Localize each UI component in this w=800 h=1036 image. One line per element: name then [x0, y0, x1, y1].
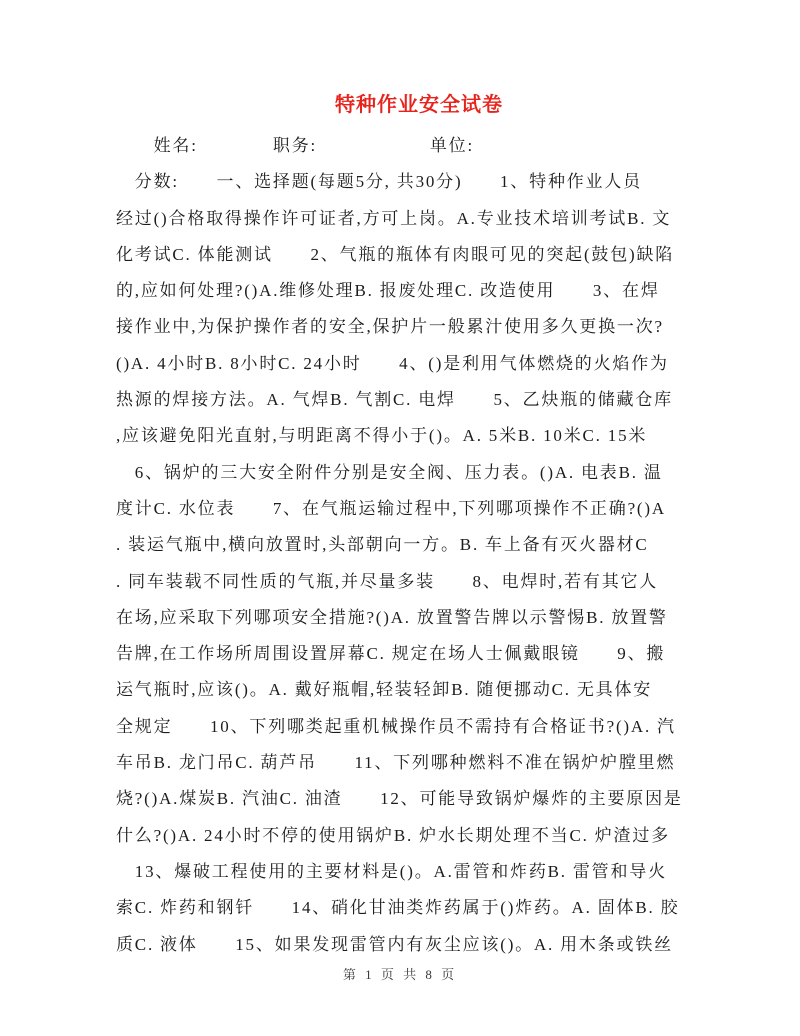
text-line: 什么?()A. 24小时不停的使用锅炉B. 炉水长期处理不当C. 炉渣过多: [116, 825, 670, 845]
text-line: . 同车装载不同性质的气瓶,并尽量多装 8、电焊时,若有其它人: [116, 571, 659, 591]
text-line: 在场,应采取下列哪项安全措施?()A. 放置警告牌以示警惕B. 放置警: [116, 607, 668, 627]
document-body: [116, 128, 716, 963]
text-line: 车吊B. 龙门吊C. 葫芦吊 11、下列哪种燃料不准在锅炉炉膛里燃: [116, 753, 676, 773]
text-line: 分数: 一、选择题(每题5分, 共30分) 1、特种作业人员: [116, 172, 642, 192]
text-line: ,应该避免阳光直射,与明距离不得小于()。A. 5米B. 10米C. 15米: [116, 426, 648, 446]
text-line: 质C. 液体 15、如果发现雷管内有灰尘应该()。A. 用木条或铁丝: [116, 934, 673, 954]
text-line: 6、锅炉的三大安全附件分别是安全阀、压力表。()A. 电表B. 温: [116, 462, 663, 482]
text-line: 告牌,在工作场所周围设置屏幕C. 规定在场人士佩戴眼镜 9、搬: [116, 644, 666, 664]
text-line: . 装运气瓶中,横向放置时,头部朝向一方。B. 车上备有灭火器材C: [116, 535, 649, 555]
text-line: 烧?()A.煤炭B. 汽油C. 油渣 12、可能导致锅炉爆炸的主要原因是: [116, 789, 683, 809]
text-line: 运气瓶时,应该()。A. 戴好瓶帽,轻装轻卸B. 随便挪动C. 无具体安: [116, 680, 653, 700]
text-line: 接作业中,为保护操作者的安全,保护片一般累汁使用多久更换一次?: [116, 317, 664, 337]
text-line: 度计C. 水位表 7、在气瓶运输过程中,下列哪项操作不正确?()A: [116, 498, 666, 518]
text-line: 经过()合格取得操作许可证者,方可上岗。A.专业技术培训考试B. 文: [116, 208, 672, 228]
text-line: 13、爆破工程使用的主要材料是()。A.雷管和炸药B. 雷管和导火: [116, 861, 667, 881]
text-line: 索C. 炸药和钢钎 14、硝化甘油类炸药属于()炸药。A. 固体B. 胶: [116, 898, 680, 918]
text-line: 热源的焊接方法。A. 气焊B. 气割C. 电焊 5、乙炔瓶的储藏仓库: [116, 390, 673, 410]
text-line: 姓名: 职务: 单位:: [116, 136, 474, 155]
page-number-footer: 第 1 页 共 8 页: [342, 967, 458, 982]
text-line: 全规定 10、下列哪类起重机械操作员不需持有合格证书?()A. 汽: [116, 716, 676, 736]
text-line: ()A. 4小时B. 8小时C. 24小时 4、()是利用气体燃烧的火焰作为: [116, 353, 669, 373]
text-line: 化考试C. 体能测试 2、气瓶的瓶体有肉眼可见的突起(鼓包)缺陷: [116, 244, 675, 264]
document-title: 特种作业安全试卷: [335, 94, 503, 116]
text-line: 的,应如何处理?()A.维修处理B. 报废处理C. 改造使用 3、在焊: [116, 281, 660, 301]
